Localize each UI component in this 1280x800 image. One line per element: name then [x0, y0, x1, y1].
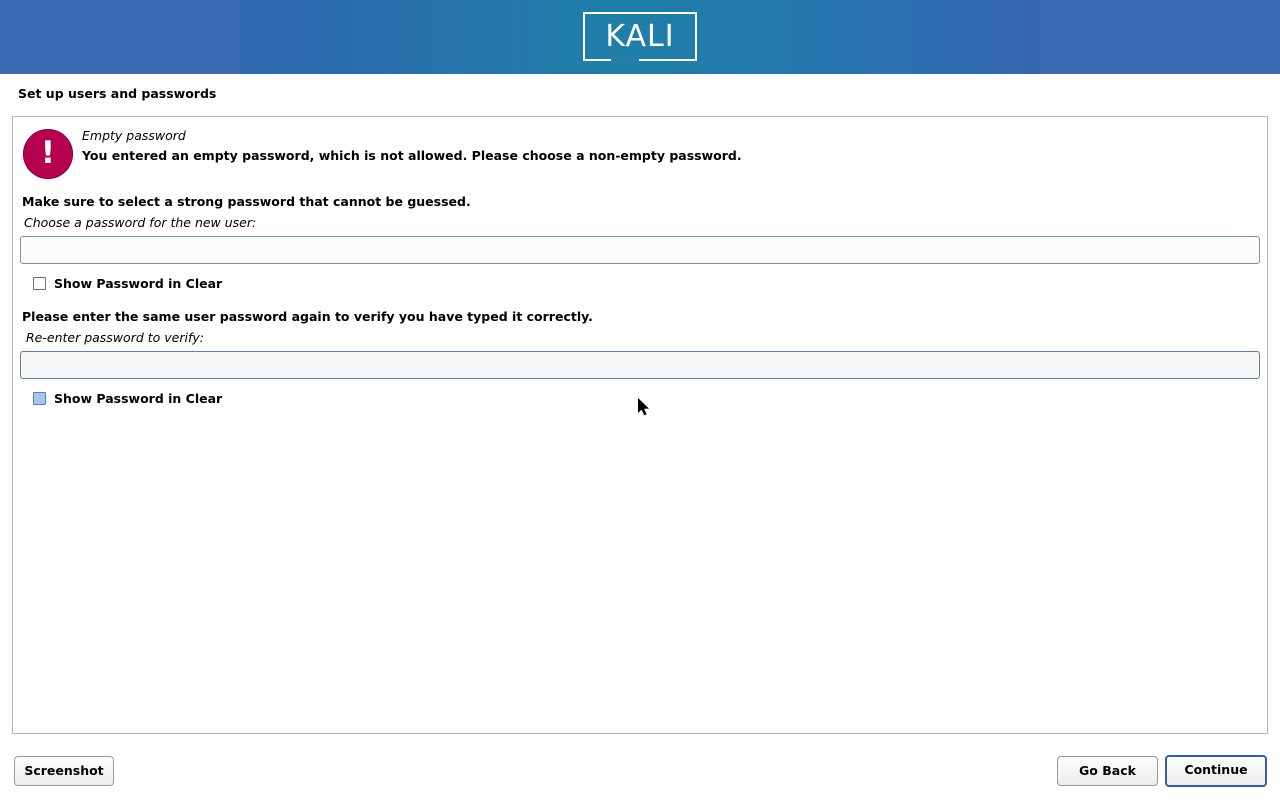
kali-logo-text: KALI	[605, 19, 675, 54]
screenshot-button[interactable]: Screenshot	[14, 756, 114, 786]
password-input[interactable]	[20, 236, 1260, 264]
show-password-checkbox-1[interactable]	[33, 277, 46, 290]
password-strength-hint: Make sure to select a strong password that cannot be guessed.	[22, 194, 471, 209]
verify-label: Re-enter password to verify:	[26, 330, 204, 345]
go-back-button[interactable]: Go Back	[1057, 756, 1158, 786]
verify-password-input[interactable]	[20, 351, 1260, 379]
kali-logo-notch	[611, 59, 639, 63]
verify-hint: Please enter the same user password again to verify you have typed it correctly.	[22, 309, 593, 324]
kali-banner	[0, 0, 1280, 74]
alert-message: You entered an empty password, which is not allowed. Please choose a non-empty password.	[82, 148, 742, 163]
show-password-checkbox-2[interactable]	[33, 392, 46, 405]
error-exclamation-icon	[23, 129, 73, 179]
kali-logo	[583, 12, 697, 61]
show-password-label-2: Show Password in Clear	[54, 391, 223, 406]
banner-right-fill	[1039, 0, 1280, 74]
continue-button[interactable]: Continue	[1165, 755, 1267, 787]
banner-left-fill	[0, 0, 241, 74]
password-label: Choose a password for the new user:	[24, 215, 257, 230]
error-icon-glyph: !	[40, 135, 56, 171]
installer-content-frame	[12, 116, 1268, 734]
alert-title: Empty password	[82, 128, 186, 143]
page-title: Set up users and passwords	[18, 86, 217, 101]
show-password-label-1: Show Password in Clear	[54, 276, 223, 291]
